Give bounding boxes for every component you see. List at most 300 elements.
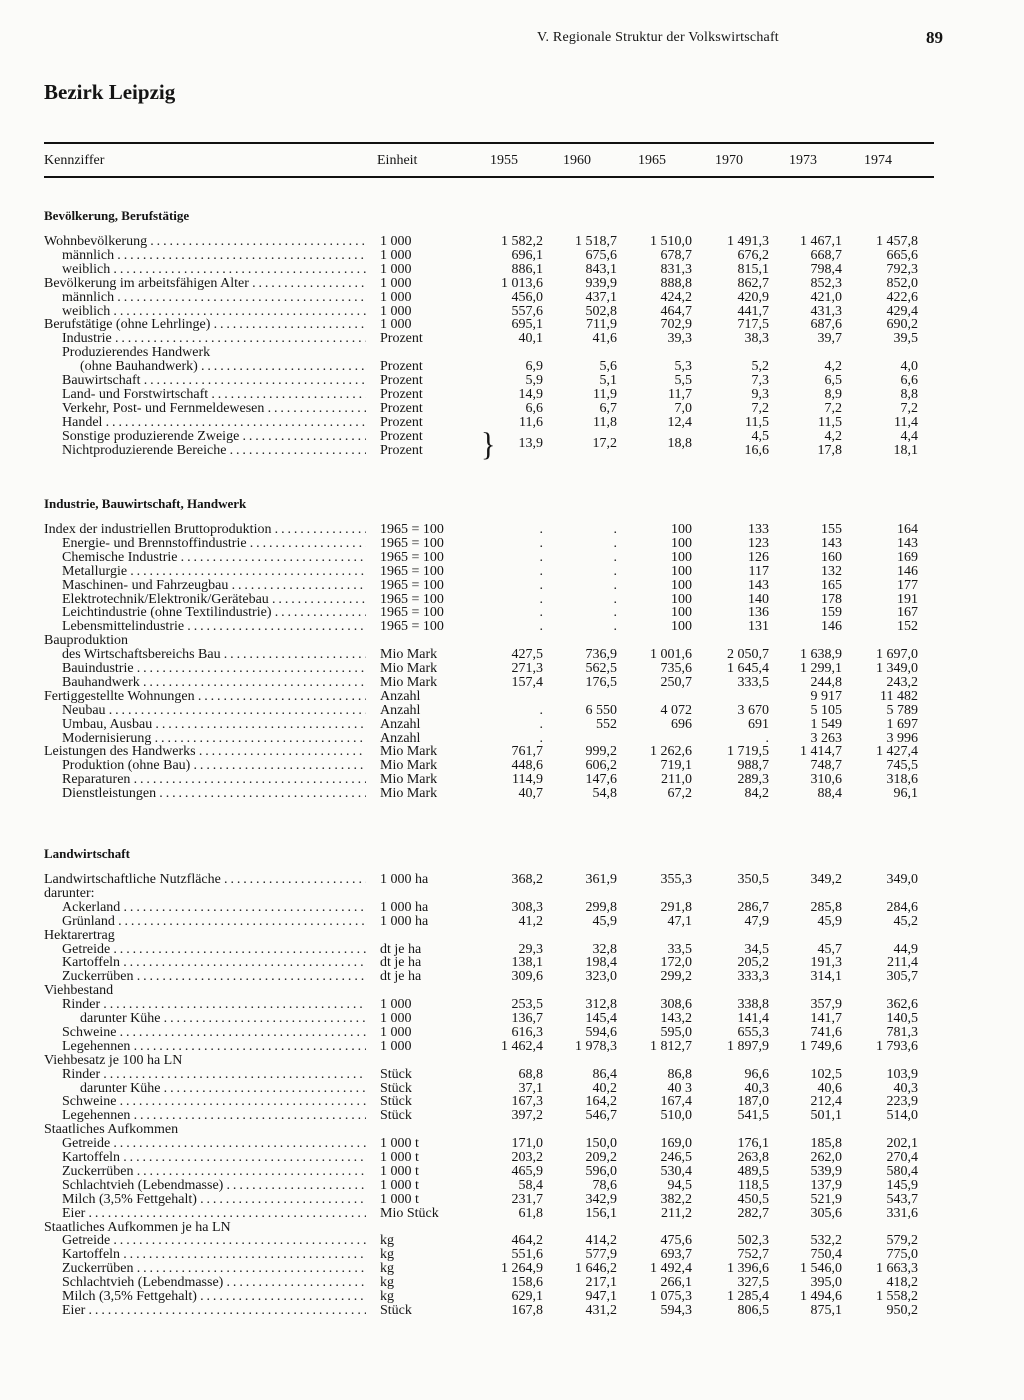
row-label: Leichtindustrie (ohne Textilindustrie) . . .: [44, 606, 366, 620]
row-unit: Anzahl: [380, 730, 421, 746]
table-row: [0, 360, 1024, 374]
table-cell: 6,7: [599, 400, 617, 416]
row-label: Nichtproduzierende Bereiche . . .: [44, 444, 366, 458]
table-cell: 250,7: [660, 674, 692, 690]
table-cell: 1 349,0: [876, 661, 918, 676]
row-label: Milch (3,5% Fettgehalt) . . .: [44, 1193, 366, 1207]
row-unit: Prozent: [380, 386, 423, 402]
table-row: [0, 1290, 1024, 1304]
table-cell: 397,2: [511, 1108, 543, 1124]
table-cell: 41,6: [592, 331, 617, 347]
table-cell: 595,0: [660, 1024, 692, 1040]
table-cell: .: [539, 522, 543, 537]
table-row: [0, 648, 1024, 662]
table-cell: 138,1: [511, 955, 543, 971]
table-cell: 1 697: [886, 716, 918, 732]
table-cell: 143,2: [660, 1011, 692, 1026]
table-cell: 327,5: [737, 1275, 769, 1291]
table-cell: 11,8: [593, 414, 617, 430]
table-cell: 37,1: [518, 1080, 543, 1096]
table-cell: 414,2: [585, 1233, 617, 1249]
table-cell: 132: [821, 563, 842, 579]
row-unit: 1 000: [380, 997, 412, 1013]
table-cell: 1 812,7: [650, 1038, 692, 1054]
table-row: [0, 634, 1024, 648]
table-cell: 100: [671, 549, 692, 565]
table-cell: 103,9: [886, 1066, 918, 1082]
table-row: [0, 745, 1024, 759]
table-cell: 475,6: [660, 1233, 692, 1249]
table-cell: 552: [596, 716, 617, 732]
table-cell: 6 550: [585, 702, 617, 718]
table-cell: 88,4: [817, 786, 842, 802]
table-cell: 270,4: [886, 1150, 918, 1165]
table-row: [0, 402, 1024, 416]
row-unit: Stück: [380, 1302, 412, 1318]
table-cell: 177: [897, 577, 918, 593]
row-label: Industrie . . .: [44, 332, 366, 346]
row-unit: 1 000: [380, 1011, 412, 1026]
table-cell: 422,6: [886, 289, 918, 305]
table-row: [0, 593, 1024, 607]
table-cell: 543,7: [886, 1191, 918, 1207]
table-cell: 852,3: [810, 275, 842, 291]
table-cell: 577,9: [585, 1247, 617, 1263]
table-row: [0, 1068, 1024, 1082]
table-cell: .: [539, 591, 543, 607]
table-cell: 5 105: [810, 702, 842, 718]
row-unit: 1 000: [380, 289, 412, 305]
table-cell: 84,2: [744, 786, 769, 802]
table-cell: 448,6: [511, 758, 543, 774]
row-unit: 1 000 ha: [380, 899, 429, 915]
table-cell: 4,0: [900, 359, 918, 375]
table-cell: 420,9: [737, 289, 769, 305]
table-cell: 160: [821, 549, 842, 565]
table-cell: 429,4: [886, 303, 918, 319]
table-cell: 117: [748, 563, 769, 579]
table-cell: 96,6: [744, 1066, 769, 1082]
table-cell: 368,2: [511, 872, 543, 887]
page-title: Bezirk Leipzig: [44, 80, 176, 104]
row-unit: kg: [380, 1233, 394, 1249]
table-cell: 4,2: [824, 359, 842, 375]
table-cell: 114,9: [512, 772, 543, 788]
table-cell: 164,2: [585, 1094, 617, 1110]
table-cell: 693,7: [660, 1247, 692, 1263]
table-cell: 546,7: [585, 1108, 617, 1124]
table-cell: 212,4: [810, 1094, 842, 1110]
table-cell: 4,5: [751, 428, 769, 444]
table-cell: 244,8: [810, 674, 842, 690]
table-cell: 45,9: [592, 913, 617, 929]
table-cell: 47,9: [744, 913, 769, 929]
table-cell: 305,6: [810, 1205, 842, 1221]
row-unit: 1 000 t: [380, 1163, 419, 1179]
table-cell: 1 001,6: [650, 647, 692, 663]
table-cell: 557,6: [511, 303, 543, 319]
row-label: Metallurgie . . .: [44, 565, 366, 579]
table-cell: 1 549: [810, 716, 842, 732]
table-cell: 39,5: [893, 331, 918, 347]
table-cell: 1 645,4: [727, 661, 769, 676]
table-cell: 9 917: [810, 688, 842, 704]
table-cell: 176,5: [585, 674, 617, 690]
table-cell: 58,4: [518, 1177, 543, 1193]
table-cell: 1 491,3: [727, 234, 769, 249]
table-cell: 5,9: [525, 373, 543, 388]
row-unit: kg: [380, 1261, 394, 1277]
table-cell: 11,7: [668, 386, 692, 402]
table-cell: 1 427,4: [876, 744, 918, 760]
table-cell: 34,5: [744, 941, 769, 957]
table-cell: 4 072: [660, 702, 692, 718]
table-cell: 18,1: [893, 442, 918, 458]
table-cell: 96,1: [893, 786, 918, 802]
row-unit: Mio Mark: [380, 674, 438, 690]
table-row: [0, 579, 1024, 593]
table-cell: 243,2: [886, 674, 918, 690]
row-label: Viehbestand: [44, 984, 114, 999]
table-cell: 123: [748, 535, 769, 551]
row-label: Legehennen . . .: [44, 1040, 366, 1054]
table-cell: 1 285,4: [727, 1289, 769, 1304]
table-cell: 147,6: [585, 772, 617, 788]
row-unit: dt je ha: [380, 969, 422, 985]
table-cell: 1 697,0: [876, 647, 918, 663]
table-row: [0, 1040, 1024, 1054]
row-label: Berufstätige (ohne Lehrlinge) . . .: [44, 318, 366, 332]
table-cell: 165: [821, 577, 842, 593]
table-cell: .: [613, 605, 617, 621]
row-unit: Anzahl: [380, 716, 421, 732]
table-cell: 947,1: [585, 1289, 617, 1304]
table-cell: 629,1: [511, 1289, 543, 1304]
table-cell: 39,7: [817, 331, 842, 347]
table-cell: 596,0: [585, 1163, 617, 1179]
table-cell: 45,2: [893, 913, 918, 929]
table-cell: 831,3: [660, 261, 692, 277]
table-cell: 806,5: [737, 1302, 769, 1318]
table-cell: 988,7: [737, 758, 769, 774]
row-label: Grünland . . .: [44, 915, 366, 929]
table-cell: 145,9: [886, 1177, 918, 1193]
table-cell: 305,7: [886, 969, 918, 985]
row-unit: Prozent: [380, 373, 423, 388]
table-cell: 223,9: [886, 1094, 918, 1110]
table-row: [0, 606, 1024, 620]
table-row: [0, 374, 1024, 388]
table-cell: 11,5: [745, 414, 769, 430]
table-cell: 775,0: [886, 1247, 918, 1263]
table-cell: 431,2: [585, 1302, 617, 1318]
table-cell: 532,2: [810, 1233, 842, 1249]
table-cell: 167,8: [511, 1302, 543, 1318]
table-cell: 530,4: [660, 1163, 692, 1179]
row-label: Hektarertrag: [44, 928, 115, 943]
running-header: V. Regionale Struktur der Volkswirtschaft: [537, 30, 779, 45]
row-label: Staatliches Aufkommen je ha LN: [44, 1220, 231, 1235]
table-cell: 3 670: [737, 702, 769, 718]
row-label: männlich . . .: [44, 249, 366, 263]
row-unit: 1 000: [380, 1038, 412, 1054]
table-cell: .: [539, 716, 543, 732]
brace-values-row: [0, 437, 1024, 451]
table-cell: 100: [671, 619, 692, 635]
row-unit: kg: [380, 1289, 394, 1304]
column-header-year: 1955: [490, 153, 518, 168]
column-header-year: 1974: [864, 153, 892, 168]
table-cell: 39,3: [667, 331, 692, 347]
table-cell: 185,8: [810, 1136, 842, 1152]
table-cell: 61,8: [518, 1205, 543, 1221]
table-cell: 8,8: [900, 386, 918, 402]
table-cell: 815,1: [737, 261, 769, 277]
table-cell: 86,8: [667, 1066, 692, 1082]
table-cell: 427,5: [511, 647, 543, 663]
table-cell: 349,0: [886, 872, 918, 887]
table-cell: 950,2: [886, 1302, 918, 1318]
table-cell: 702,9: [660, 317, 692, 333]
table-row: [0, 1137, 1024, 1151]
table-cell: 203,2: [511, 1150, 543, 1165]
table-cell: 843,1: [585, 261, 617, 277]
table-cell: 579,2: [886, 1233, 918, 1249]
table-cell: 5 789: [886, 702, 918, 718]
table-row: [0, 732, 1024, 746]
table-cell: 289,3: [737, 772, 769, 788]
table-row: [0, 929, 1024, 943]
table-cell: 594,3: [660, 1302, 692, 1318]
table-cell: 17,8: [817, 442, 842, 458]
row-label: Bauindustrie . . .: [44, 662, 366, 676]
table-cell: 308,6: [660, 997, 692, 1013]
table-cell: 695,1: [511, 317, 543, 333]
row-unit: 1 000: [380, 234, 412, 249]
table-cell: 284,6: [886, 899, 918, 915]
table-cell: 395,0: [810, 1275, 842, 1291]
table-row: [0, 1248, 1024, 1262]
table-cell: 191: [897, 591, 918, 607]
table-cell: 1 492,4: [650, 1261, 692, 1277]
table-cell: 146: [821, 619, 842, 635]
table-cell: .: [613, 563, 617, 579]
row-label: Kartoffeln . . .: [44, 956, 366, 970]
table-cell: 263,8: [737, 1150, 769, 1165]
table-cell: 2 050,7: [727, 647, 769, 663]
table-cell: 100: [671, 522, 692, 537]
row-label: Reparaturen . . .: [44, 773, 366, 787]
column-header-label: Kennziffer: [44, 153, 105, 168]
row-label: Staatliches Aufkommen: [44, 1123, 179, 1138]
table-row: [0, 1234, 1024, 1248]
table-row: [0, 1179, 1024, 1193]
table-cell: 271,3: [511, 661, 543, 676]
table-header-rule: [44, 176, 934, 178]
table-cell: 102,5: [810, 1066, 842, 1082]
table-cell: 1 462,4: [501, 1038, 543, 1054]
table-cell: 78,6: [592, 1177, 617, 1193]
row-label: Elektrotechnik/Elektronik/Gerätebau . . .: [44, 593, 366, 607]
row-unit: 1 000 t: [380, 1136, 419, 1152]
row-unit: Mio Mark: [380, 647, 438, 663]
table-cell: .: [539, 577, 543, 593]
table-cell: 331,6: [886, 1205, 918, 1221]
table-cell: 11,9: [593, 386, 617, 402]
table-cell: .: [539, 535, 543, 551]
row-unit: 1 000: [380, 261, 412, 277]
table-row: [0, 759, 1024, 773]
table-cell: 4,4: [900, 428, 918, 444]
table-cell: 7,2: [751, 400, 769, 416]
table-row: [0, 318, 1024, 332]
table-cell: 696,1: [511, 247, 543, 263]
table-cell: 1 457,8: [876, 234, 918, 249]
table-cell: 171,0: [511, 1136, 543, 1152]
table-cell: 282,7: [737, 1205, 769, 1221]
table-cell: 539,9: [810, 1163, 842, 1179]
table-cell: 5,1: [599, 373, 617, 388]
table-cell: 7,2: [900, 400, 918, 416]
table-cell: 191,3: [810, 955, 842, 971]
row-unit: Prozent: [380, 400, 423, 416]
table-cell: 3 263: [810, 730, 842, 746]
table-row: [0, 1193, 1024, 1207]
row-label: Chemische Industrie . . .: [44, 551, 366, 565]
table-cell: 137,9: [810, 1177, 842, 1193]
row-unit: Prozent: [380, 442, 423, 458]
table-cell: 1 299,1: [800, 661, 842, 676]
row-label: Energie- und Brennstoffindustrie . . .: [44, 537, 366, 551]
table-cell: 761,7: [511, 744, 543, 760]
table-cell: 502,8: [585, 303, 617, 319]
table-cell: 1 978,3: [575, 1038, 617, 1054]
row-unit: 1965 = 100: [380, 522, 444, 537]
table-cell: 668,7: [810, 247, 842, 263]
table-row: [0, 332, 1024, 346]
table-cell: 342,9: [585, 1191, 617, 1207]
table-cell: 5,5: [674, 373, 692, 388]
table-cell: 717,5: [737, 317, 769, 333]
row-unit: 1965 = 100: [380, 605, 444, 621]
table-cell: 441,7: [737, 303, 769, 319]
table-cell: 141,7: [810, 1011, 842, 1026]
table-cell: 126: [748, 549, 769, 565]
table-cell: 100: [671, 563, 692, 579]
table-cell: 158,6: [511, 1275, 543, 1291]
table-row: [0, 873, 1024, 887]
table-row: [0, 704, 1024, 718]
row-unit: Mio Mark: [380, 772, 438, 788]
table-cell: 141,4: [737, 1011, 769, 1026]
table-cell: 172,0: [660, 955, 692, 971]
table-cell: 100: [671, 591, 692, 607]
row-label: darunter:: [44, 886, 95, 901]
table-cell: 562,5: [585, 661, 617, 676]
table-cell: 465,9: [511, 1163, 543, 1179]
table-cell: 100: [671, 605, 692, 621]
row-label: Modernisierung . . .: [44, 732, 366, 746]
table-cell: 266,1: [660, 1275, 692, 1291]
row-unit: 1965 = 100: [380, 577, 444, 593]
table-cell: 875,1: [810, 1302, 842, 1318]
row-label: Handel . . .: [44, 416, 366, 430]
row-unit: 1 000: [380, 303, 412, 319]
table-cell: 1 749,6: [800, 1038, 842, 1054]
row-label: Sonstige produzierende Zweige . . .: [44, 430, 366, 444]
table-cell: 41,2: [518, 913, 543, 929]
table-cell: 616,3: [511, 1024, 543, 1040]
table-row: [0, 235, 1024, 249]
table-cell: 719,1: [660, 758, 692, 774]
row-unit: 1965 = 100: [380, 563, 444, 579]
row-unit: 1 000 ha: [380, 872, 429, 887]
row-label: Dienstleistungen . . .: [44, 787, 366, 801]
table-cell: 886,1: [511, 261, 543, 277]
table-cell: 7,2: [824, 400, 842, 416]
table-cell: 350,5: [737, 872, 769, 887]
row-unit: kg: [380, 1247, 394, 1263]
table-row: [0, 690, 1024, 704]
row-label: Bauhandwerk . . .: [44, 676, 366, 690]
table-cell: 40,2: [592, 1080, 617, 1096]
column-header-year: 1973: [789, 153, 817, 168]
table-cell: 606,2: [585, 758, 617, 774]
row-unit: Anzahl: [380, 702, 421, 718]
row-unit: 1965 = 100: [380, 619, 444, 635]
table-cell: 741,6: [810, 1024, 842, 1040]
row-unit: Stück: [380, 1080, 412, 1096]
brace-bracket: }: [481, 426, 496, 463]
row-label: Eier . . .: [44, 1207, 366, 1221]
table-cell: 13,9: [518, 436, 543, 451]
table-cell: 501,1: [810, 1108, 842, 1124]
table-cell: .: [613, 549, 617, 565]
table-cell: 489,5: [737, 1163, 769, 1179]
table-row: [0, 1054, 1024, 1068]
table-row: [0, 943, 1024, 957]
table-cell: 1 494,6: [800, 1289, 842, 1304]
table-row: [0, 1095, 1024, 1109]
table-cell: 169: [897, 549, 918, 565]
table-cell: 40 3: [667, 1080, 692, 1096]
table-row: [0, 1262, 1024, 1276]
table-row: [0, 565, 1024, 579]
table-row: [0, 970, 1024, 984]
table-cell: .: [539, 619, 543, 635]
table-cell: 100: [671, 577, 692, 593]
table-cell: 750,4: [810, 1247, 842, 1263]
row-unit: 1 000: [380, 1024, 412, 1040]
row-label: Bauwirtschaft . . .: [44, 374, 366, 388]
table-row: [0, 1151, 1024, 1165]
row-label: männlich . . .: [44, 291, 366, 305]
table-cell: 33,5: [667, 941, 692, 957]
table-cell: 502,3: [737, 1233, 769, 1249]
table-cell: .: [613, 535, 617, 551]
table-cell: 735,6: [660, 661, 692, 676]
table-cell: 176,1: [737, 1136, 769, 1152]
table-row: [0, 956, 1024, 970]
row-label: Schlachtvieh (Lebendmasse) . . .: [44, 1179, 366, 1193]
row-label: Eier . . .: [44, 1304, 366, 1318]
row-label: weiblich . . .: [44, 263, 366, 277]
row-unit: kg: [380, 1275, 394, 1291]
table-row: [0, 662, 1024, 676]
table-cell: 748,7: [810, 758, 842, 774]
table-cell: .: [539, 549, 543, 565]
table-cell: 14,9: [518, 386, 543, 402]
